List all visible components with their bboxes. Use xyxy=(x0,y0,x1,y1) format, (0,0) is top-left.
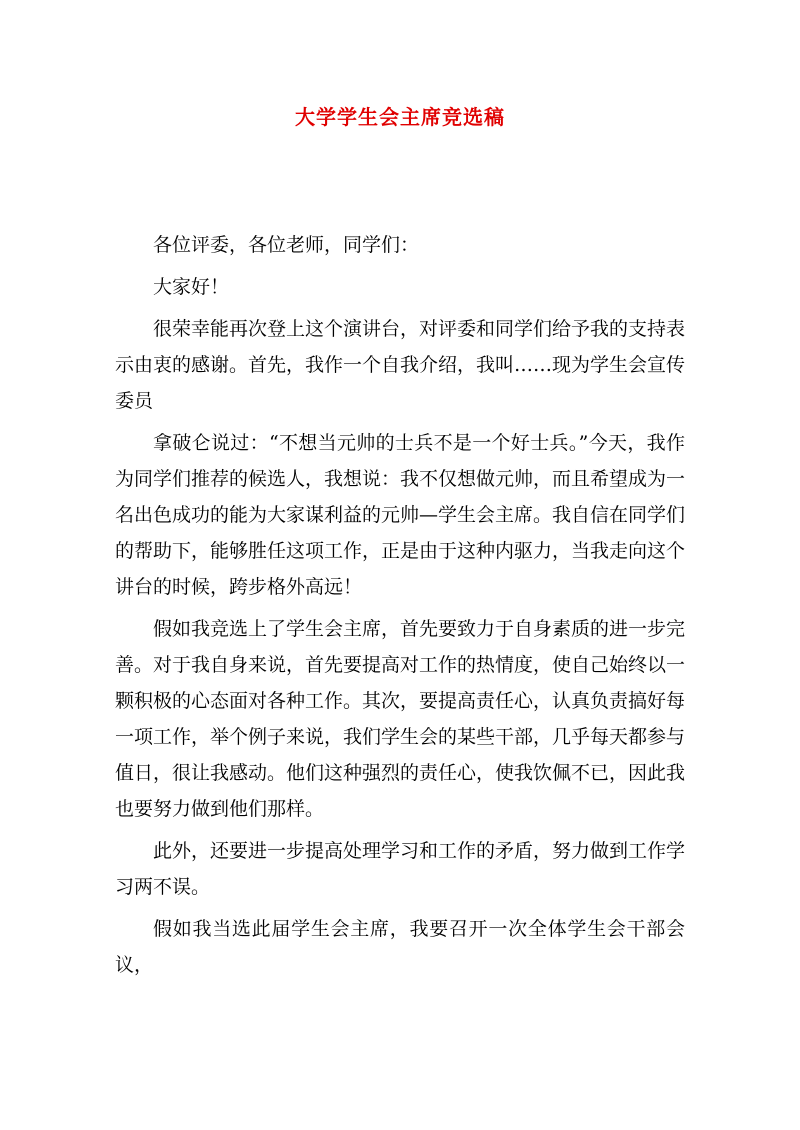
paragraph: 此外，还要进一步提高处理学习和工作的矛盾，努力做到工作学习两不误。 xyxy=(115,840,686,898)
salutation: 各位评委，各位老师，同学们： xyxy=(153,234,420,256)
document-title: 大学学生会主席竞选稿 xyxy=(295,105,505,129)
greeting: 大家好！ xyxy=(153,276,230,298)
paragraph: 假如我竞选上了学生会主席，首先要致力于自身素质的进一步完善。对于我自身来说，首先要提高对工作的热情度，使自己始终以一颗积极的心态面对各种工作。其次，要提高责任心，认真负责搞好每一项工作，举个例子来说，我们学生会的某些干部，几乎每天都参与值日，很让我感动。他们这种强烈的责任心，使我饮佩不已，因此我也要努力做到他们那样。 xyxy=(115,618,686,820)
document-body xyxy=(115,227,685,989)
paragraph: 拿破仑说过：“不想当元帅的士兵不是一个好士兵。”今天，我作为同学们推荐的候选人，我想说：我不仅想做元帅，而且希望成为一名出色成功的能为大家谋利益的元帅—学生会主席。我自信在同学们的帮助下，能够胜任这项工作，正是由于这种内驱力，当我走向这个讲台的时候，跨步格外高远！ xyxy=(115,432,686,598)
paragraph: 假如我当选此届学生会主席，我要召开一次全体学生会干部会议， xyxy=(115,918,685,976)
paragraph: 很荣幸能再次登上这个演讲台，对评委和同学们给予我的支持表示由衷的感谢。首先，我作一个自我介绍，我叫……现为学生会宣传委员 xyxy=(115,318,686,412)
